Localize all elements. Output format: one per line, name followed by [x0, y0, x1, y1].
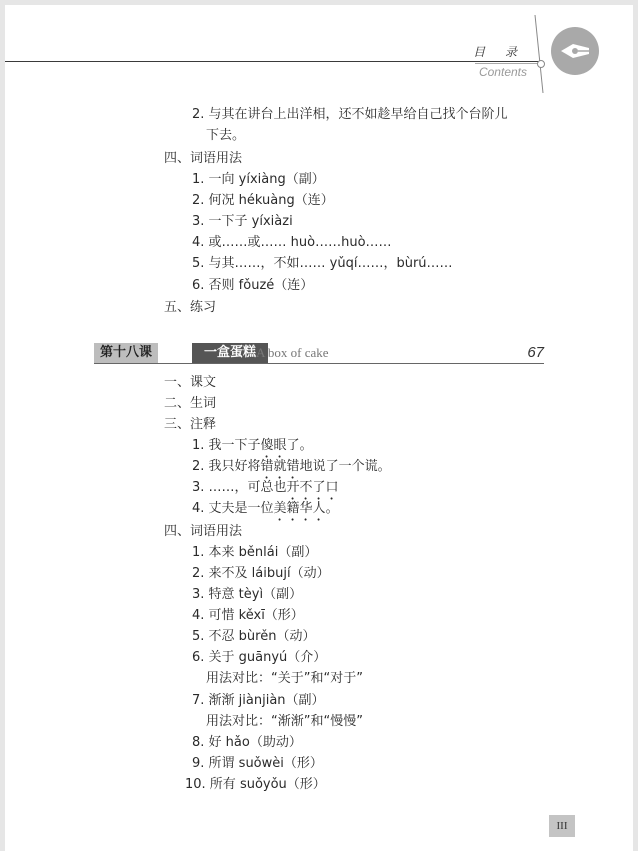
emphasis: 美籍华人 — [273, 501, 326, 516]
note-item: 1. 我一下子傻眼了。 — [192, 438, 313, 453]
footer-page-number: III — [549, 815, 575, 837]
emphasis: 傻眼 — [260, 438, 287, 453]
lesson-title-cn: 一盒蛋糕 — [192, 343, 268, 363]
emphasis: 错就错 — [260, 459, 300, 474]
note-item: 3. ……，可总也开不了口 — [192, 480, 339, 495]
emphasis: 开不了口 — [286, 480, 339, 495]
note-item: 4. 丈夫是一位美籍华人。 — [192, 501, 339, 516]
list-item: 3. 一下子 yíxiàzi — [192, 214, 293, 229]
list-item: 4. 或……或…… huò……huò…… — [192, 235, 392, 250]
text-line: 下去。 — [206, 128, 246, 143]
list-item: 6. 否则 fǒuzé（连） — [192, 278, 314, 293]
page — [5, 5, 633, 851]
list-item: 6. 关于 guānyú（介） — [192, 650, 327, 665]
lesson-rule — [94, 363, 544, 364]
lesson-header — [94, 343, 544, 363]
list-item-note: 用法对比：“关于”和“对于” — [206, 671, 363, 686]
section-heading: 四、词语用法 — [164, 524, 243, 539]
header-rule — [5, 61, 540, 62]
list-item: 2. 来不及 láibují（动） — [192, 566, 330, 581]
list-item: 1. 一向 yíxiàng（副） — [192, 172, 325, 187]
section-heading: 二、生词 — [164, 396, 217, 411]
lesson-title-en: A box of cake — [256, 345, 329, 360]
note-item: 2. 我只好将错就错地说了一个谎。 — [192, 459, 391, 474]
list-item: 5. 与其……，不如…… yǔqí……，bùrú…… — [192, 256, 453, 271]
lesson-page-number: 67 — [527, 344, 544, 361]
list-item: 1. 本来 běnlái（副） — [192, 545, 318, 560]
list-item: 4. 可惜 kěxī（形） — [192, 608, 304, 623]
header-decoration — [5, 5, 633, 95]
list-item: 10. 所有 suǒyǒu（形） — [185, 777, 326, 792]
lesson-number: 第十八课 — [94, 343, 158, 363]
section-heading: 五、练习 — [164, 300, 217, 315]
list-item: 3. 特意 tèyì（副） — [192, 587, 303, 602]
section-heading: 三、注释 — [164, 417, 217, 432]
list-item: 2. 何况 hékuàng（连） — [192, 193, 334, 208]
list-item: 7. 渐渐 jiànjiàn（副） — [192, 693, 325, 708]
header-dot — [537, 60, 545, 68]
section-heading: 四、词语用法 — [164, 151, 243, 166]
header-title: 目 录 — [473, 45, 525, 59]
text-line: 2. 与其在讲台上出洋相，还不如趁早给自己找个台阶儿 — [192, 107, 508, 122]
list-item: 8. 好 hǎo（助动） — [192, 735, 302, 750]
header-subrule — [475, 63, 540, 64]
list-item-note: 用法对比：“渐渐”和“慢慢” — [206, 714, 363, 729]
list-item: 5. 不忍 bùrěn（动） — [192, 629, 316, 644]
pen-nib-icon — [551, 27, 599, 75]
header-subtitle: Contents — [478, 65, 527, 79]
section-heading: 一、课文 — [164, 375, 217, 390]
list-item: 9. 所谓 suǒwèi（形） — [192, 756, 323, 771]
